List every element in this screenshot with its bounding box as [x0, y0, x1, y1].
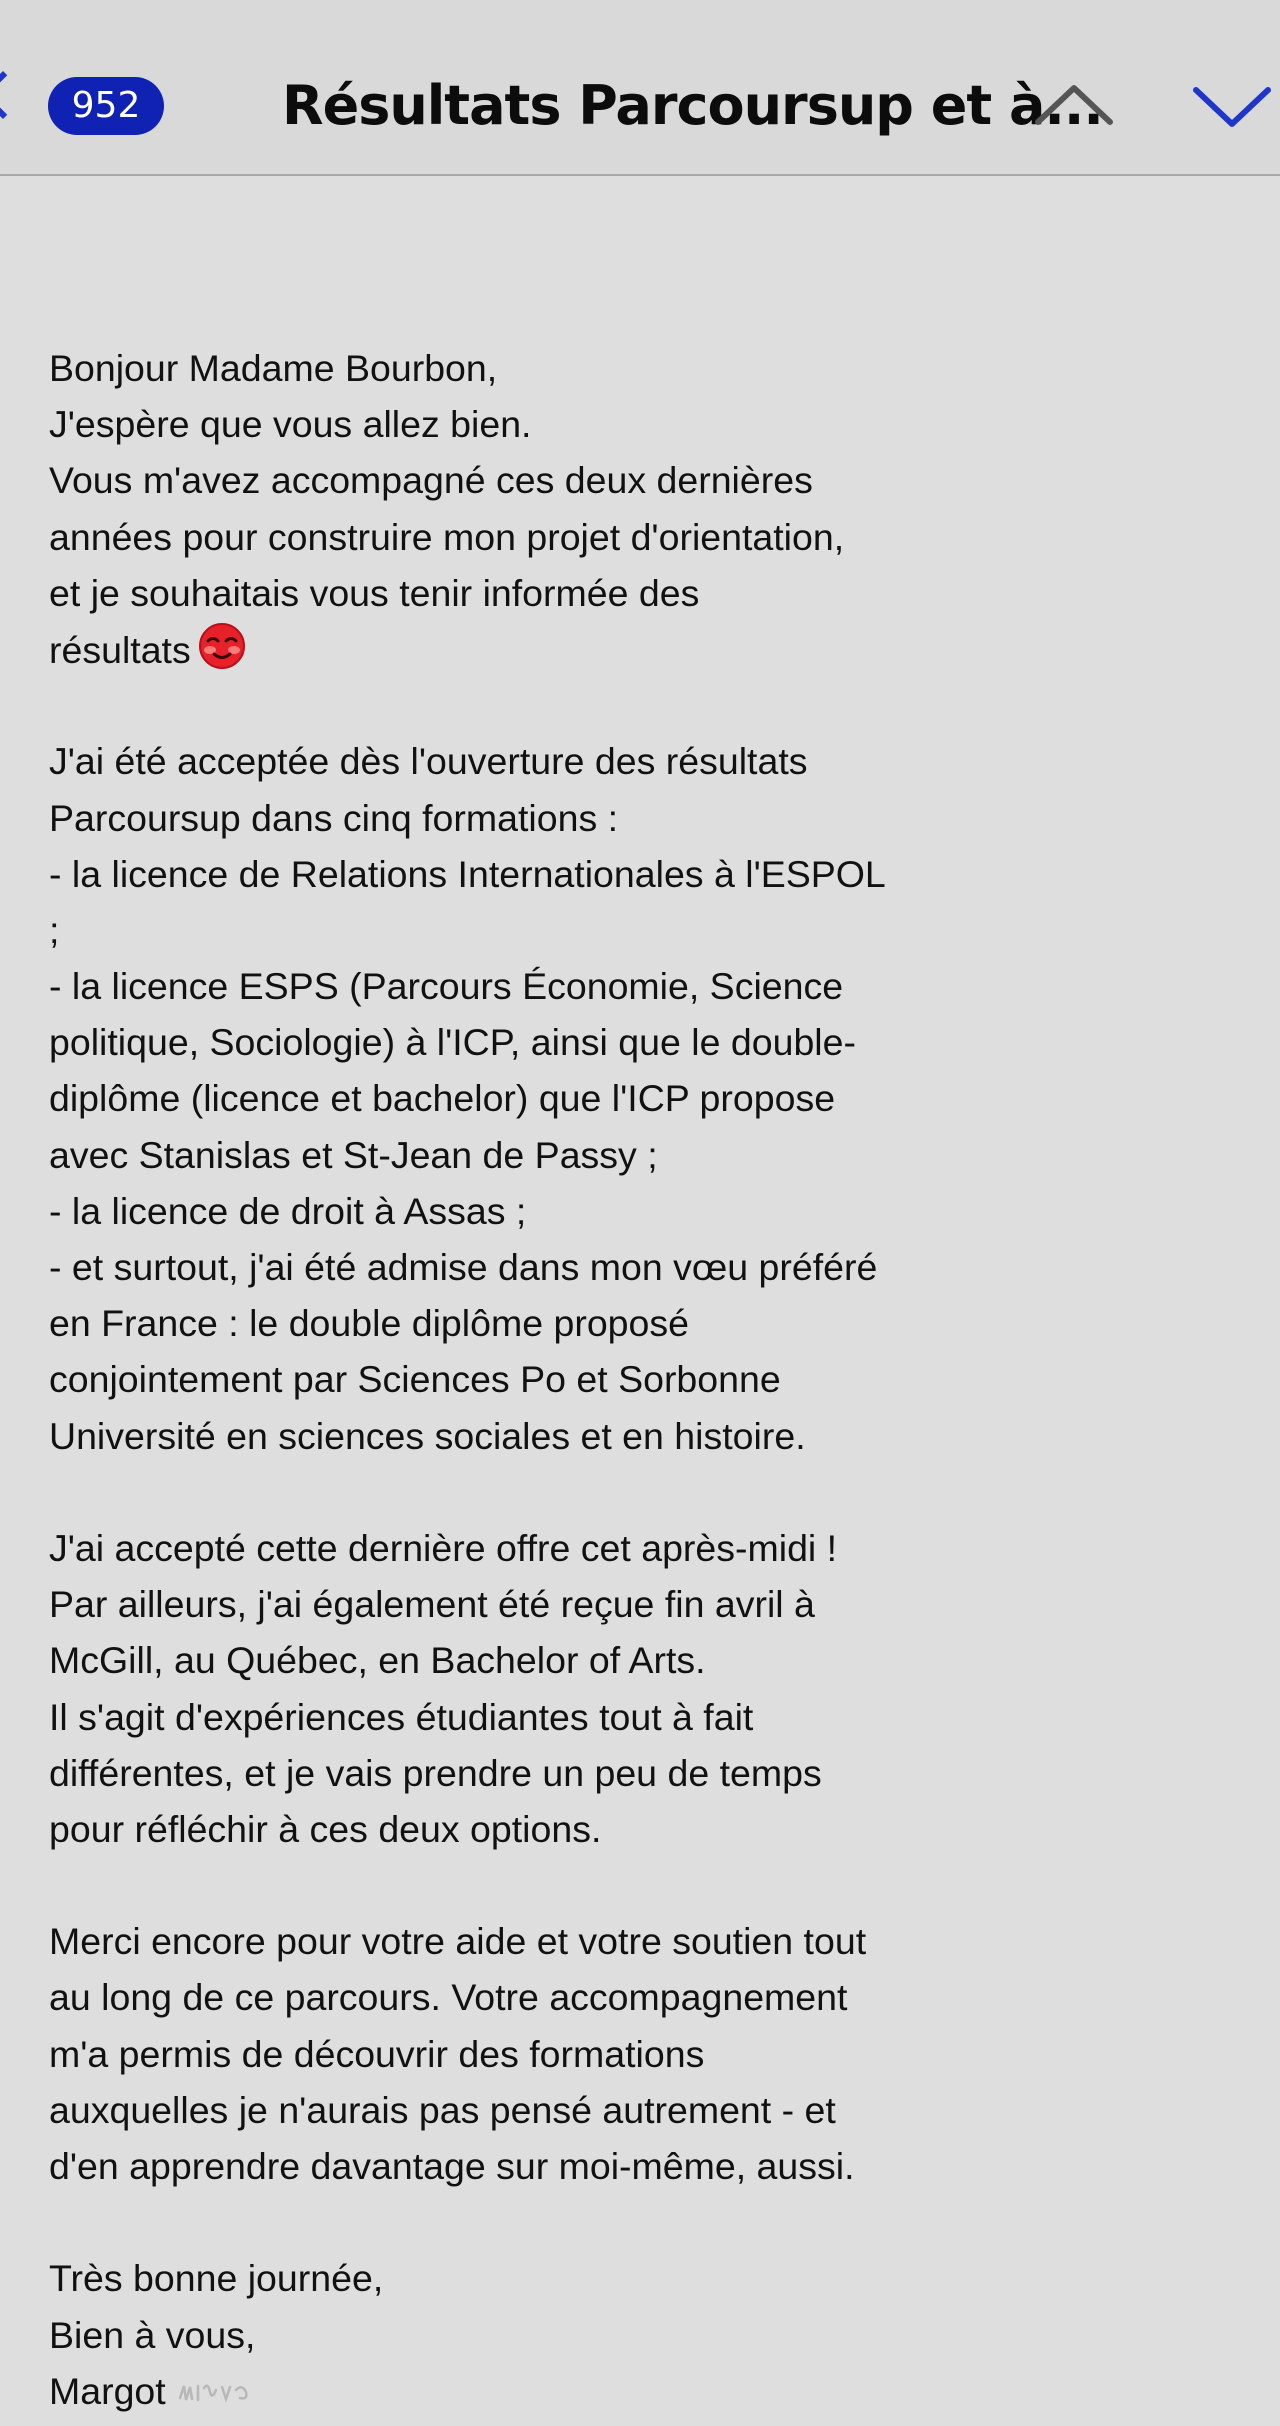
message-body [49, 340, 1049, 2419]
smiling-face-with-hearts-emoji-icon [197, 621, 247, 671]
message-line: différentes, et je vais prendre un peu de temps [49, 1751, 822, 1794]
message-line: - la licence de Relations Internationales à l'ESPOL [49, 852, 886, 895]
blank-line [49, 1857, 1049, 1913]
signature-line [49, 2363, 1049, 2419]
message-line: en France : le double diplôme proposé [49, 1302, 689, 1345]
message-line: Merci encore pour votre aide et votre soutien tout [49, 1920, 867, 1963]
chevron-left-icon[interactable] [0, 71, 27, 119]
message-line: avec Stanislas et St-Jean de Passy ; [49, 1133, 658, 1176]
message-line: conjointement par Sciences Po et Sorbonne [49, 1358, 781, 1401]
message-line: diplôme (licence et bachelor) que l'ICP propose [49, 1077, 836, 1120]
message-line: auxquelles je n'aurais pas pensé autrement - et [49, 2088, 836, 2131]
blank-line [49, 677, 1049, 733]
message-line: au long de ce parcours. Votre accompagnement [49, 1976, 848, 2019]
chevron-up-icon [1034, 78, 1114, 138]
message-line: Université en sciences sociales et en histoire. [49, 1414, 806, 1457]
next-message-button[interactable] [1192, 78, 1272, 138]
message-line: J'espère que vous allez bien. [49, 403, 532, 446]
blank-line [49, 1464, 1049, 1520]
message-line: politique, Sociologie) à l'ICP, ainsi que le double- [49, 1021, 856, 1064]
message-line: et je souhaitais vous tenir informée des [49, 571, 700, 614]
previous-message-button[interactable] [1034, 78, 1114, 138]
message-subject-title: Résultats Parcoursup et à... [282, 74, 1103, 137]
blank-line [49, 2194, 1049, 2250]
message-line: années pour construire mon projet d'orientation, [49, 515, 845, 558]
message-line: ; [49, 908, 60, 951]
message-line: - la licence de droit à Assas ; [49, 1189, 527, 1232]
message-line: m'a permis de découvrir des formations [49, 2032, 705, 2075]
message-line: McGill, au Québec, en Bachelor of Arts. [49, 1639, 706, 1682]
signature-name: Margot [49, 2369, 166, 2412]
message-line: Par ailleurs, j'ai également été reçue fin avril à [49, 1583, 815, 1626]
message-line: Très bonne journée, [49, 2257, 384, 2300]
message-line: d'en apprendre davantage sur moi-même, aussi. [49, 2145, 855, 2187]
unread-count-badge[interactable]: 952 [48, 77, 164, 135]
message-line: - et surtout, j'ai été admise dans mon vœu préféré [49, 1246, 878, 1288]
message-line: Il s'agit d'expériences étudiantes tout à fait [49, 1695, 754, 1738]
message-nav-bar [0, 0, 1280, 176]
message-line: - la licence ESPS (Parcours Économie, Science [49, 965, 844, 1008]
message-line: Vous m'avez accompagné ces deux dernières [49, 459, 813, 502]
message-line-with-emoji [49, 621, 1049, 677]
message-line: Bonjour Madame Bourbon, [49, 347, 498, 389]
message-line: J'ai accepté cette dernière offre cet après-midi ! [49, 1526, 838, 1569]
message-line: Parcoursup dans cinq formations : [49, 796, 619, 839]
message-line: J'ai été acceptée dès l'ouverture des résultats [49, 740, 808, 783]
message-line: pour réfléchir à ces deux options. [49, 1807, 602, 1850]
blurred-surname-icon [176, 2378, 256, 2408]
chevron-down-icon [1192, 78, 1272, 138]
message-line: Bien à vous, [49, 2313, 256, 2356]
message-line-text: résultats [49, 628, 191, 671]
